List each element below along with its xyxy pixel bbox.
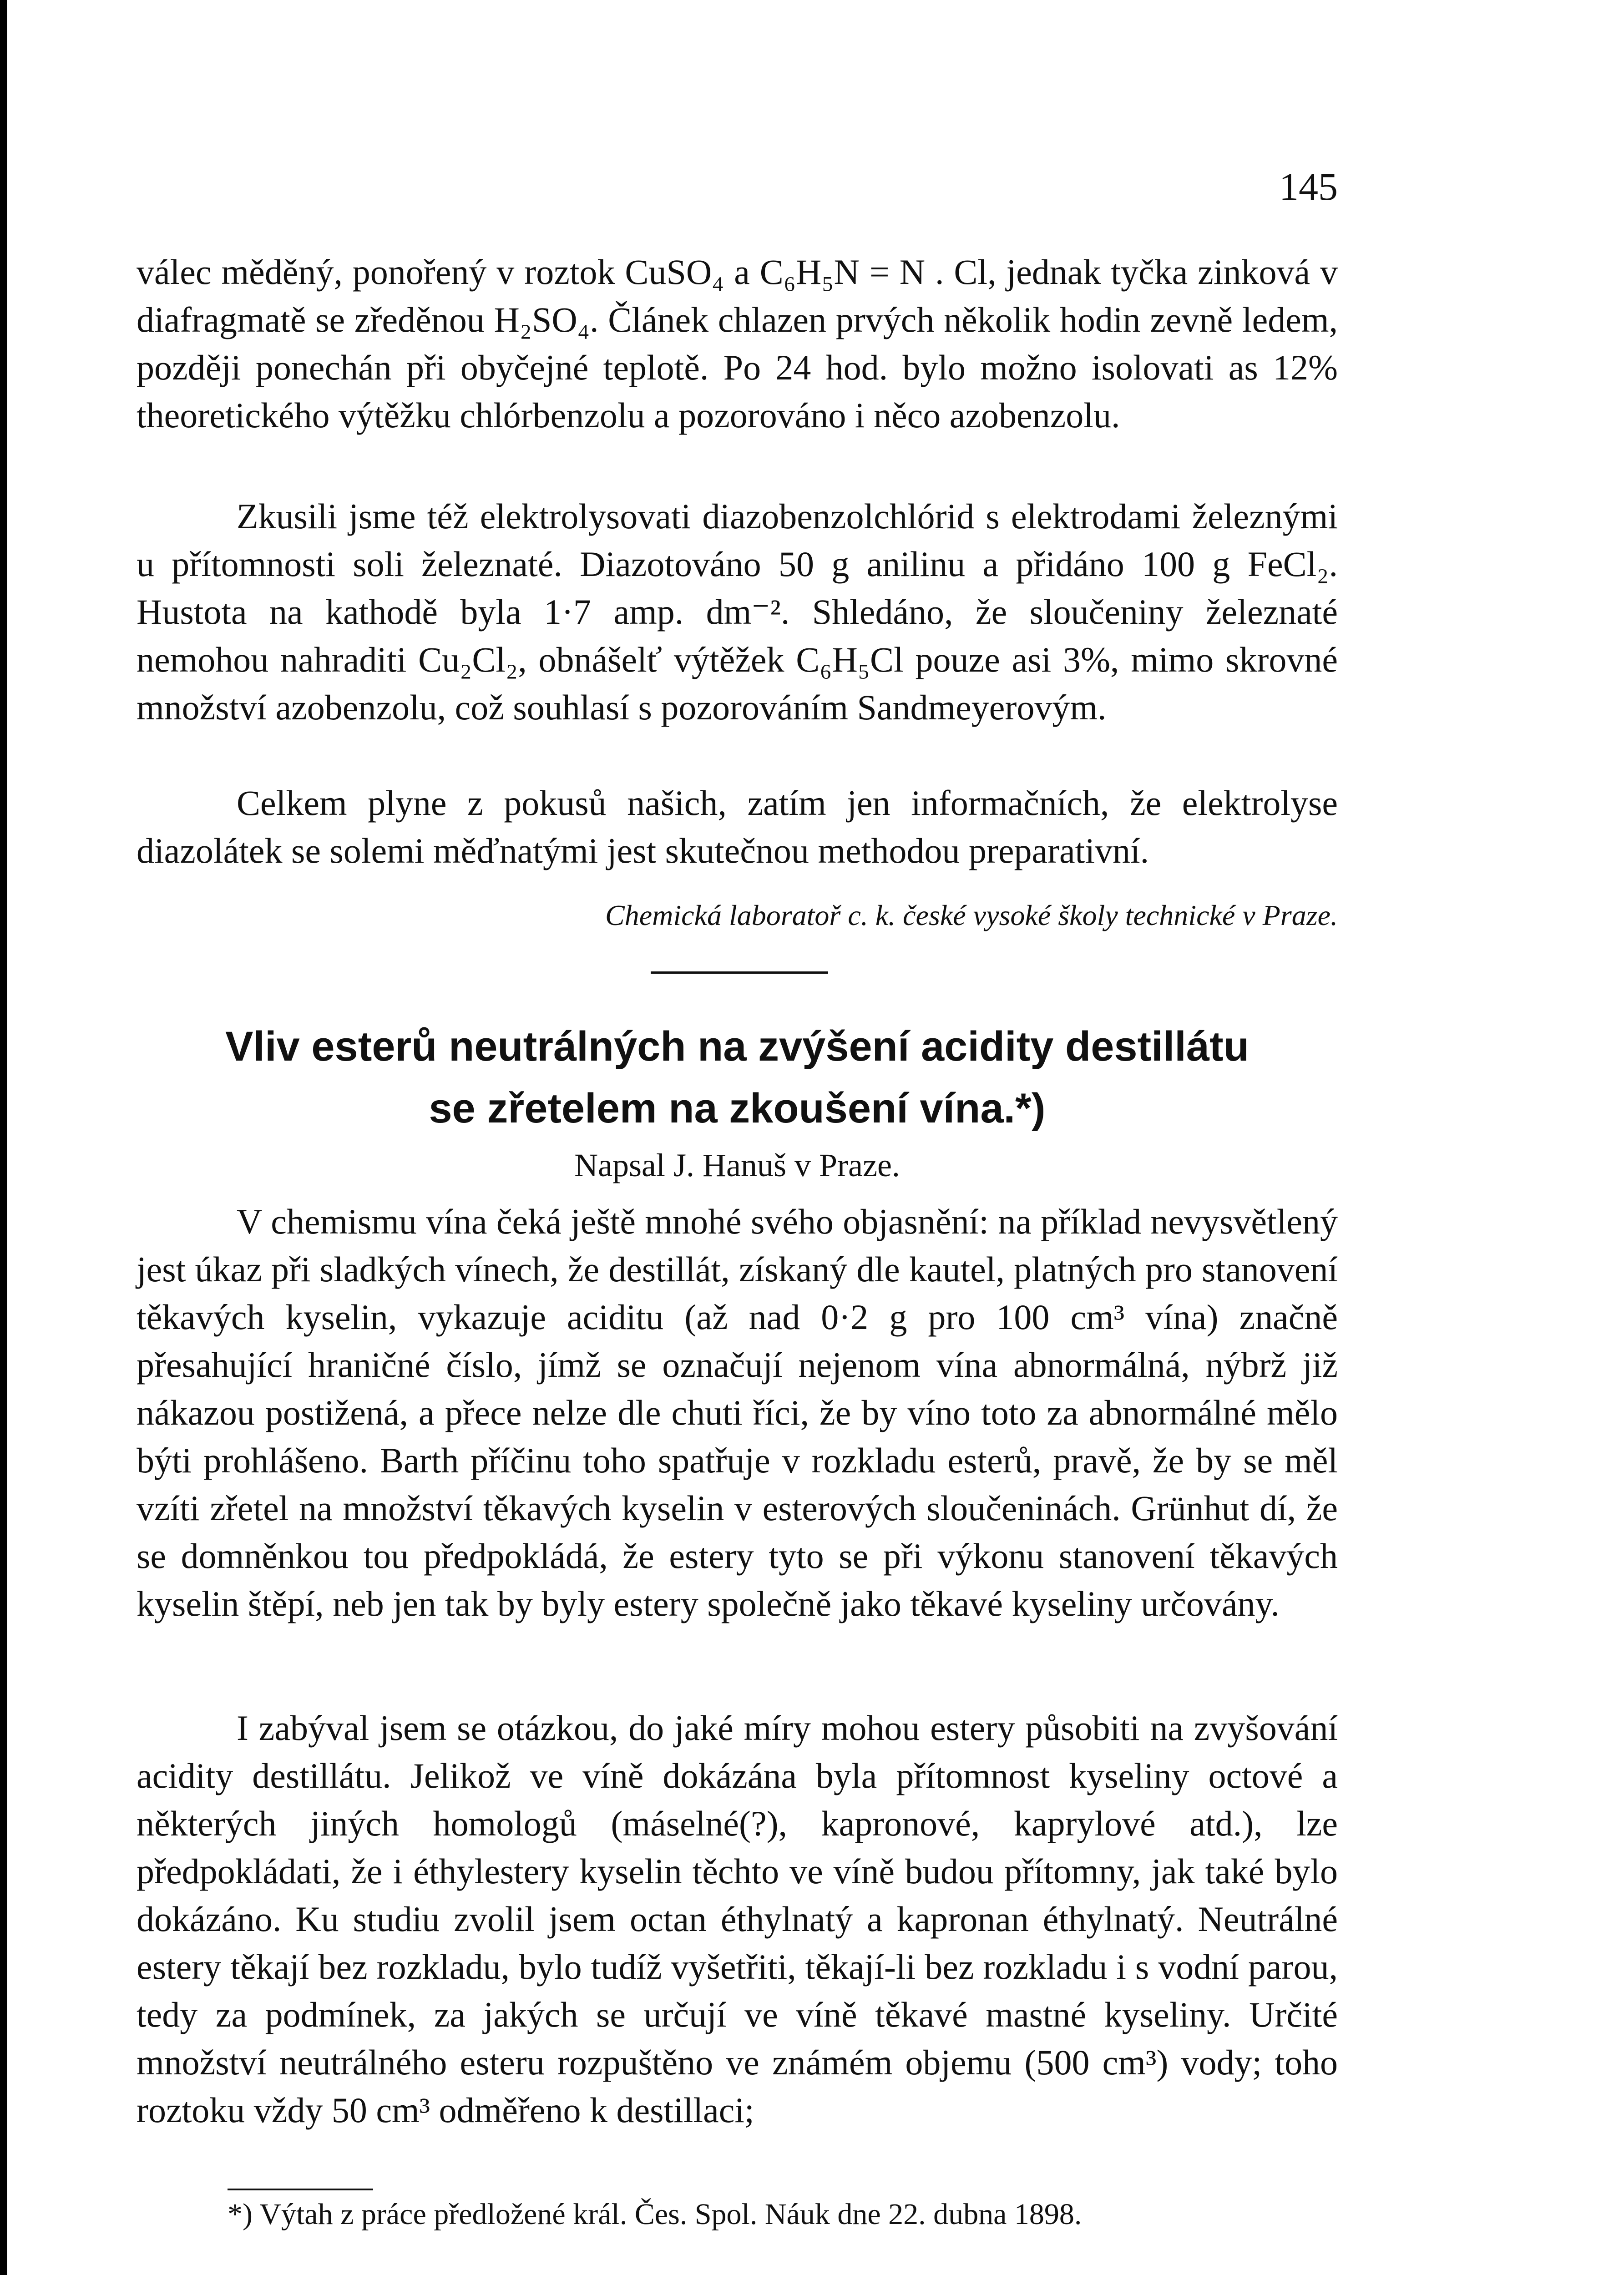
footnote: *) Výtah z práce předložené král. Čes. Spol. Náuk dne 22. dubna 1898. [228,2198,1082,2231]
article-author: Napsal J. Hanuš v Praze. [574,1147,900,1183]
article-title-line-2: se zřetelem na zkoušení vína.*) [429,1085,1046,1132]
paragraph-iron-electrodes: Zkusili jsme též elektrolysovati diazobenzolchlórid s elektrodami železnými u přítomnosti soli železnaté. Diazotováno 50 g anilinu a přidáno 100 g FeCl₂. Hustota na kathodě byla 1·7 amp. dm⁻². Shledáno, že sloučeniny železnaté nemohou nahraditi Cu₂Cl₂, obnášelť výtěžek C₆H₅Cl pouze asi 3%, mimo skrovné množství azobenzolu, což souhlasí s pozorováním Sandmeyerovým. [137,496,1338,727]
article-title-line-1: Vliv esterů neutrálných na zvýšení acidity destillátu [225,1023,1249,1070]
section-separator [651,971,828,974]
laboratory-affiliation: Chemická laboratoř c. k. české vysoké školy technické v Praze. [605,899,1338,931]
paragraph-wine-chemism: V chemismu vína čeká ještě mnohé svého objasnění: na příklad nevysvětlený jest úkaz při sladkých vínech, že destillát, získaný dle kautel, platných pro stanovení těkavých kyselin, vykazuje aciditu (až nad 0·2 g pro 100 cm³ vína) značně přesahující hraničné číslo, jímž se označují nejenom vína abnormálná, nýbrž již nákazou postižená, a přece nelze dle chuti říci, že by víno toto za abnormálné mělo býti prohlášeno. Barth příčinu toho spatřuje v rozkladu esterů, pravě, že by se měl vzíti zřetel na množství těkavých kyselin v esterových sloučeninách. Grünhut dí, že se domněnkou tou předpokládá, že estery tyto se při výkonu stanovení těkavých kyselin štěpí, neb jen tak by byly estery společně jako těkavé kyseliny určovány. [137,1202,1338,1623]
paragraph-conclusion: Celkem plyne z pokusů našich, zatím jen informačních, že elektrolyse diazolátek se solemi měďnatými jest skutečnou methodou preparativní. [137,783,1338,870]
book-page [137,0,1338,2275]
footnote-rule [228,2189,373,2190]
page-number: 145 [1279,165,1338,208]
paragraph-electrolysis-cell: válec měděný, ponořený v roztok CuSO₄ a C₆H₅N = N . Cl, jednak tyčka zinková v diafragmatě se zředěnou H₂SO₄. Článek chlazen prvých několik hodin zevně ledem, později ponechán při obyčejné teplotě. Po 24 hod. bylo možno isolovati as 12% theoretického výtěžku chlórbenzolu a pozorováno i něco azobenzolu. [137,252,1338,435]
paragraph-ester-study: I zabýval jsem se otázkou, do jaké míry mohou estery působiti na zvyšování acidity destillátu. Jelikož ve víně dokázána byla přítomnost kyseliny octové a některých jiných homologů (máselné(?), kapronové, kaprylové atd.), lze předpokládati, že i éthylestery kyselin těchto ve víně budou přítomny, jak také bylo dokázáno. Ku studiu zvolil jsem octan éthylnatý a kapronan éthylnatý. Neutrálné estery těkají bez rozkladu, bylo tudíž vyšetřiti, těkají-li bez rozkladu i s vodní parou, tedy za podmínek, za jakých se určují ve víně těkavé mastné kyseliny. Určité množství neutrálného esteru rozpuštěno ve známém objemu (500 cm³) vody; toho roztoku vždy 50 cm³ odměřeno k destillaci; [137,1708,1338,2130]
scan-binding-edge [0,0,7,2275]
